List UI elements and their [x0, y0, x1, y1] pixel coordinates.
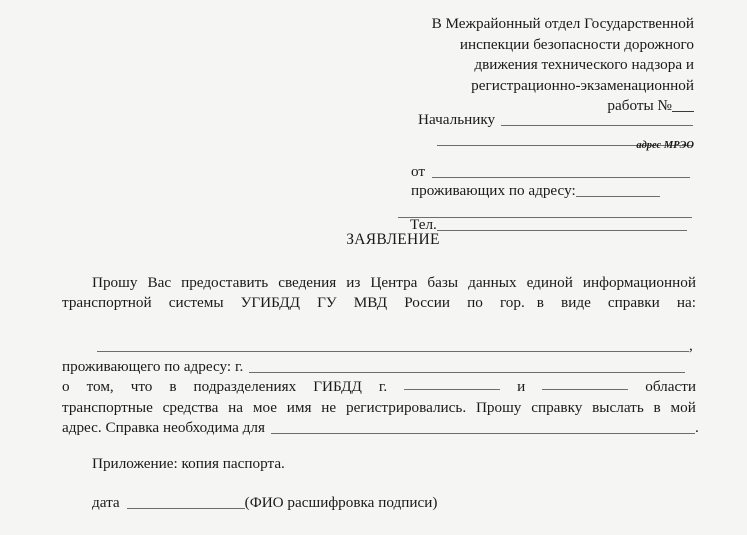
department-region-blank[interactable]: [542, 377, 628, 390]
residence-label: проживающих по адресу:: [411, 182, 576, 199]
mreo-address-caption: адрес МРЭО: [636, 140, 694, 151]
attachment-note: Приложение: копия паспорта.: [92, 455, 285, 472]
from-blank[interactable]: [432, 165, 690, 178]
request-paragraph-text: Прошу Вас предоставить сведения из Центра базы данных единой информационной транспортной системы УГИБДД ГУ МВД России по гор.: [62, 274, 696, 311]
header-line-1: В Межрайонный отдел Государственной: [431, 15, 694, 32]
veh-word-7: регистрировались.: [345, 398, 467, 416]
applicant-address-blank[interactable]: [249, 360, 685, 373]
veh-word-5: имя: [286, 398, 312, 416]
header-line-4: регистрационно-экзаменационной: [471, 76, 694, 94]
header-line-3: движения технического надзора и: [474, 56, 694, 73]
residence-field-row: [411, 182, 660, 200]
header-addressee-block: [394, 14, 694, 117]
veh-word-8: Прошу: [475, 398, 522, 416]
date-blank[interactable]: [127, 496, 245, 509]
date-signature-row: [92, 494, 437, 512]
veh-word-6: не: [321, 398, 337, 416]
dept-word-i: и: [517, 378, 526, 395]
veh-word-12: мой: [670, 398, 696, 416]
request-paragraph-tail: в виде справки на:: [536, 294, 696, 311]
applicant-address-label: проживающего по адресу: г.: [62, 357, 244, 375]
dept-word-g: г.: [378, 378, 388, 395]
from-field-row: [411, 163, 690, 181]
document-title: ЗАЯВЛЕНИЕ: [346, 231, 440, 248]
department-line: [62, 377, 696, 398]
veh-word-9: справку: [531, 398, 583, 416]
dept-word-chto: что: [130, 378, 153, 395]
department-city-blank[interactable]: [404, 377, 500, 390]
request-paragraph: [62, 273, 696, 335]
purpose-blank[interactable]: [271, 421, 695, 434]
purpose-label: адрес. Справка необходима для: [62, 419, 265, 436]
phone-label: Тел.: [410, 216, 437, 233]
chief-label: Начальнику: [418, 111, 496, 128]
date-label: дата: [92, 494, 120, 511]
applicant-address-line: [62, 357, 696, 378]
chief-field-row: [418, 111, 693, 129]
applicant-details-block: [62, 336, 699, 439]
header-work-number-label: работы №: [607, 97, 672, 114]
purpose-period: .: [694, 419, 699, 436]
dept-word-gibdd: ГИБДД: [313, 378, 362, 395]
phone-blank[interactable]: [437, 218, 687, 231]
dept-word-o: о: [62, 378, 70, 395]
header-line-2: инспекции безопасности дорожного: [459, 35, 694, 53]
dept-word-podrazdeleniyah: подразделениях: [193, 378, 297, 395]
applicant-name-comma: ,: [689, 337, 693, 354]
dept-word-tom: том,: [86, 378, 114, 395]
chief-blank[interactable]: [501, 113, 693, 126]
residence-blank[interactable]: [576, 184, 660, 197]
veh-word-3: на: [228, 398, 244, 416]
signature-caption: (ФИО расшифровка подписи): [244, 494, 438, 511]
vehicles-line: [62, 398, 696, 419]
applicant-name-blank[interactable]: [97, 339, 689, 352]
applicant-name-line: [62, 336, 696, 357]
veh-word-11: в: [653, 398, 661, 416]
dept-word-oblasti: области: [645, 378, 696, 395]
veh-word-1: транспортные: [62, 398, 153, 416]
purpose-line: [62, 418, 699, 439]
veh-word-10: выслать: [592, 398, 644, 416]
from-label: от: [411, 163, 426, 180]
dept-word-v: в: [169, 378, 177, 395]
veh-word-2: средства: [162, 398, 219, 416]
veh-word-4: мое: [252, 398, 277, 416]
